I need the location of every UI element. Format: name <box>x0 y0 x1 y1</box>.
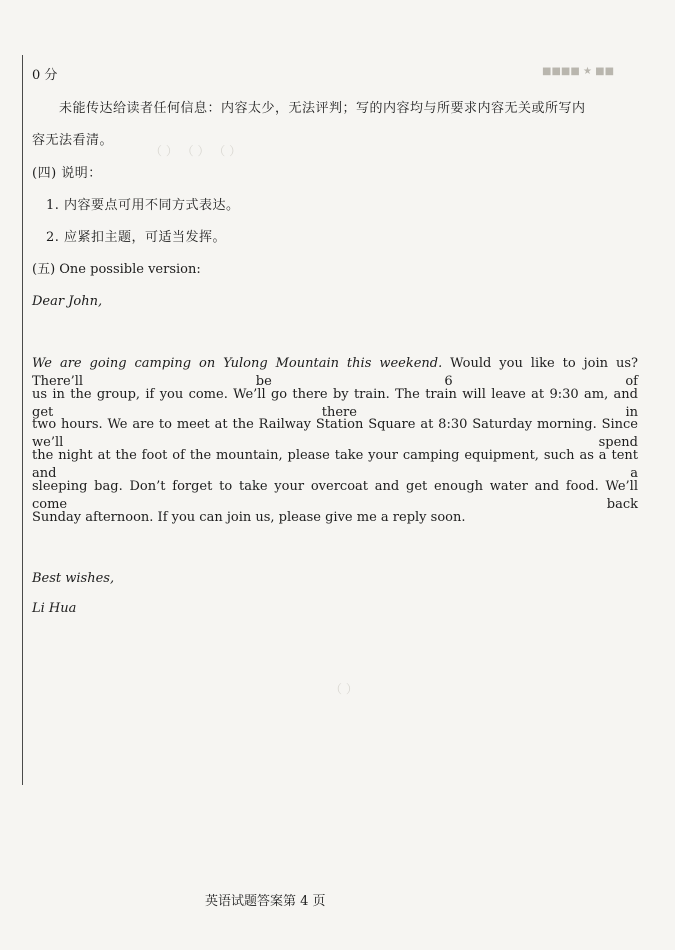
score-description-line-1: 未能传达给读者任何信息：内容太少，无法评判；写的内容均与所要求内容无关或所写内 <box>59 101 586 116</box>
notes-item-1: 1. 内容要点可用不同方式表达。 <box>46 198 240 213</box>
bleed-through-text: （ ） （ ） （ ） <box>150 144 242 158</box>
letter-body-line-1-rest: Would you like to join us? There’ll be 6 of <box>32 356 638 389</box>
letter-greeting: Dear John, <box>32 294 103 309</box>
corner-stamp-mark: ■■■■ ★ ■■ <box>542 66 615 77</box>
left-margin-rule <box>22 55 23 785</box>
page-footer: 英语试题答案第 4 页 <box>205 894 326 909</box>
notes-item-2: 2. 应紧扣主题，可适当发挥。 <box>46 230 227 245</box>
letter-closing: Best wishes, <box>32 571 115 586</box>
letter-signature: Li Hua <box>32 601 77 616</box>
bleed-through-text: （ ） <box>330 682 358 696</box>
letter-body-line-5: sleeping bag. Don’t forget to take your overcoat and get enough water and food. We’ll come back <box>32 479 638 512</box>
score-level: 0 分 <box>32 68 58 83</box>
sample-heading: (五) One possible version: <box>32 262 201 277</box>
letter-body-line-3: two hours. We are to meet at the Railway Station Square at 8:30 Saturday morning. Since we’ll spend <box>32 417 638 450</box>
letter-body-line-4: the night at the foot of the mountain, please take your camping equipment, such as a tent and a <box>32 448 638 481</box>
letter-body-line-2: us in the group, if you come. We’ll go there by train. The train will leave at 9:30 am, and get there in <box>32 387 638 420</box>
notes-heading: (四) 说明： <box>32 166 102 181</box>
score-description-line-2: 容无法看清。 <box>32 133 114 148</box>
letter-body-line-6: Sunday afternoon. If you can join us, please give me a reply soon. <box>32 510 466 525</box>
letter-body-intro: We are going camping on Yulong Mountain this weekend. <box>32 356 443 371</box>
